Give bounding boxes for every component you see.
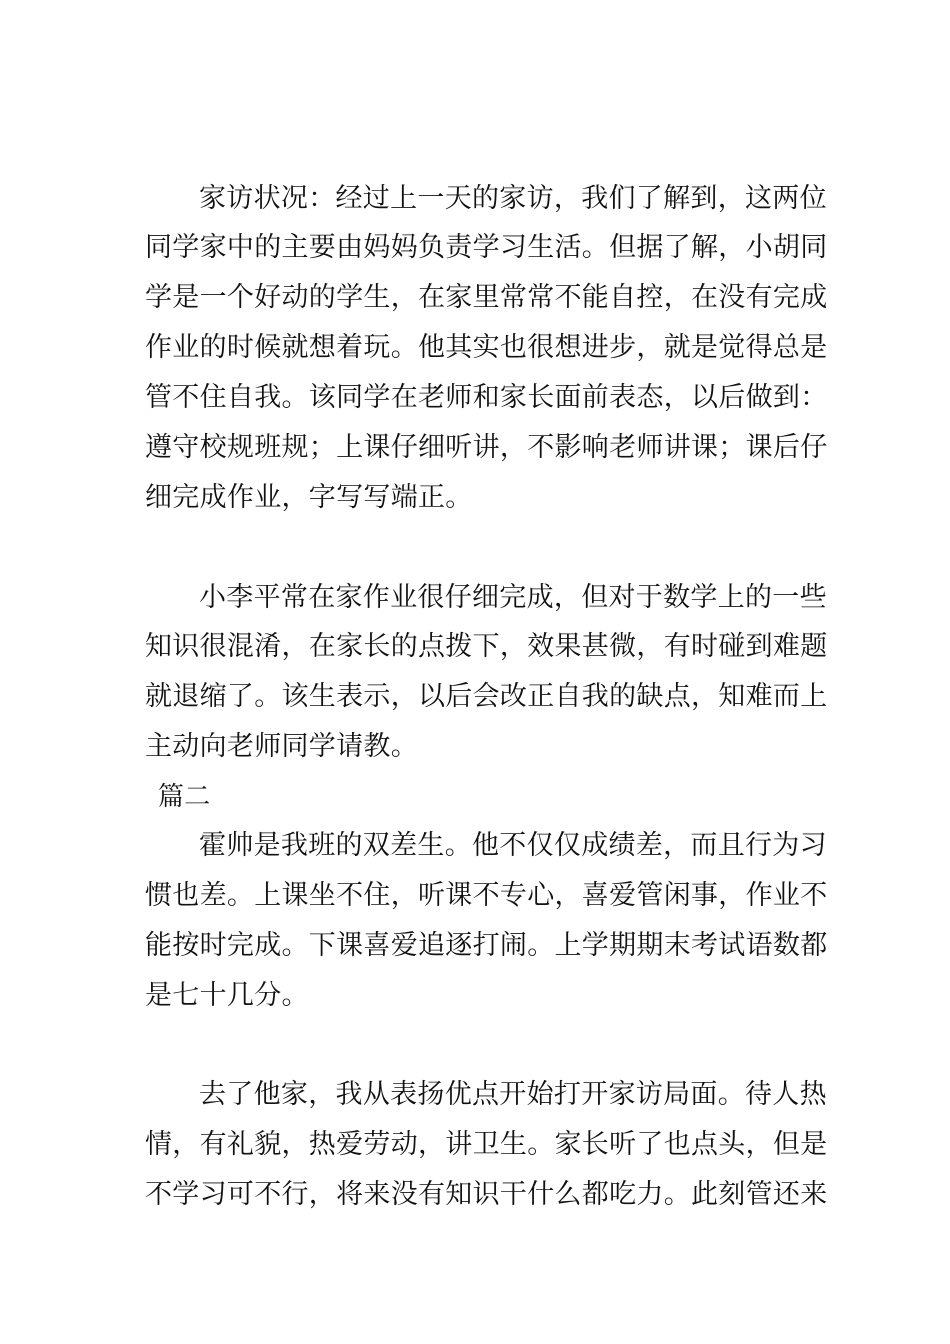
paragraph-3-line-4: 是七十几分。 [145, 980, 309, 1011]
paragraph-2-line-1: 小李平常在家作业很仔细完成，但对于数学上的一些 [199, 582, 827, 613]
paragraph-3-line-1: 霍帅是我班的双差生。他不仅仅成绩差，而且行为习 [199, 830, 827, 861]
paragraph-1-line-5: 管不住自我。该同学在老师和家长面前表态，以后做到： [145, 382, 828, 413]
paragraph-4-line-3: 不学习可不行，将来没有知识干什么都吃力。此刻管还来 [145, 1179, 828, 1210]
paragraph-2-line-3: 就退缩了。该生表示，以后会改正自我的缺点，知难而上 [145, 681, 828, 712]
paragraph-3-line-2: 惯也差。上课坐不住，听课不专心，喜爱管闲事，作业不 [145, 880, 828, 911]
paragraph-4-line-2: 情，有礼貌，热爱劳动，讲卫生。家长听了也点头，但是 [145, 1129, 828, 1160]
paragraph-3-line-3: 能按时完成。下课喜爱追逐打闹。上学期期末考试语数都 [145, 930, 828, 961]
section-heading: 篇二 [158, 782, 211, 812]
paragraph-1-line-7: 细完成作业，字写写端正。 [145, 482, 473, 513]
paragraph-2-line-4: 主动向老师同学请教。 [145, 731, 418, 762]
paragraph-1-line-2: 同学家中的主要由妈妈负责学习生活。但据了解，小胡同 [145, 232, 828, 263]
paragraph-1-line-4: 作业的时候就想着玩。他其实也很想进步，就是觉得总是 [145, 332, 828, 363]
paragraph-4-line-1: 去了他家，我从表扬优点开始打开家访局面。待人热 [199, 1079, 827, 1110]
paragraph-2-line-2: 知识很混淆，在家长的点拨下，效果甚微，有时碰到难题 [145, 631, 828, 662]
paragraph-1-line-3: 学是一个好动的学生，在家里常常不能自控，在没有完成 [145, 282, 828, 313]
paragraph-1-line-6: 遵守校规班规；上课仔细听讲，不影响老师讲课；课后仔 [145, 432, 828, 463]
paragraph-1-line-1: 家访状况：经过上一天的家访，我们了解到，这两位 [199, 183, 827, 214]
